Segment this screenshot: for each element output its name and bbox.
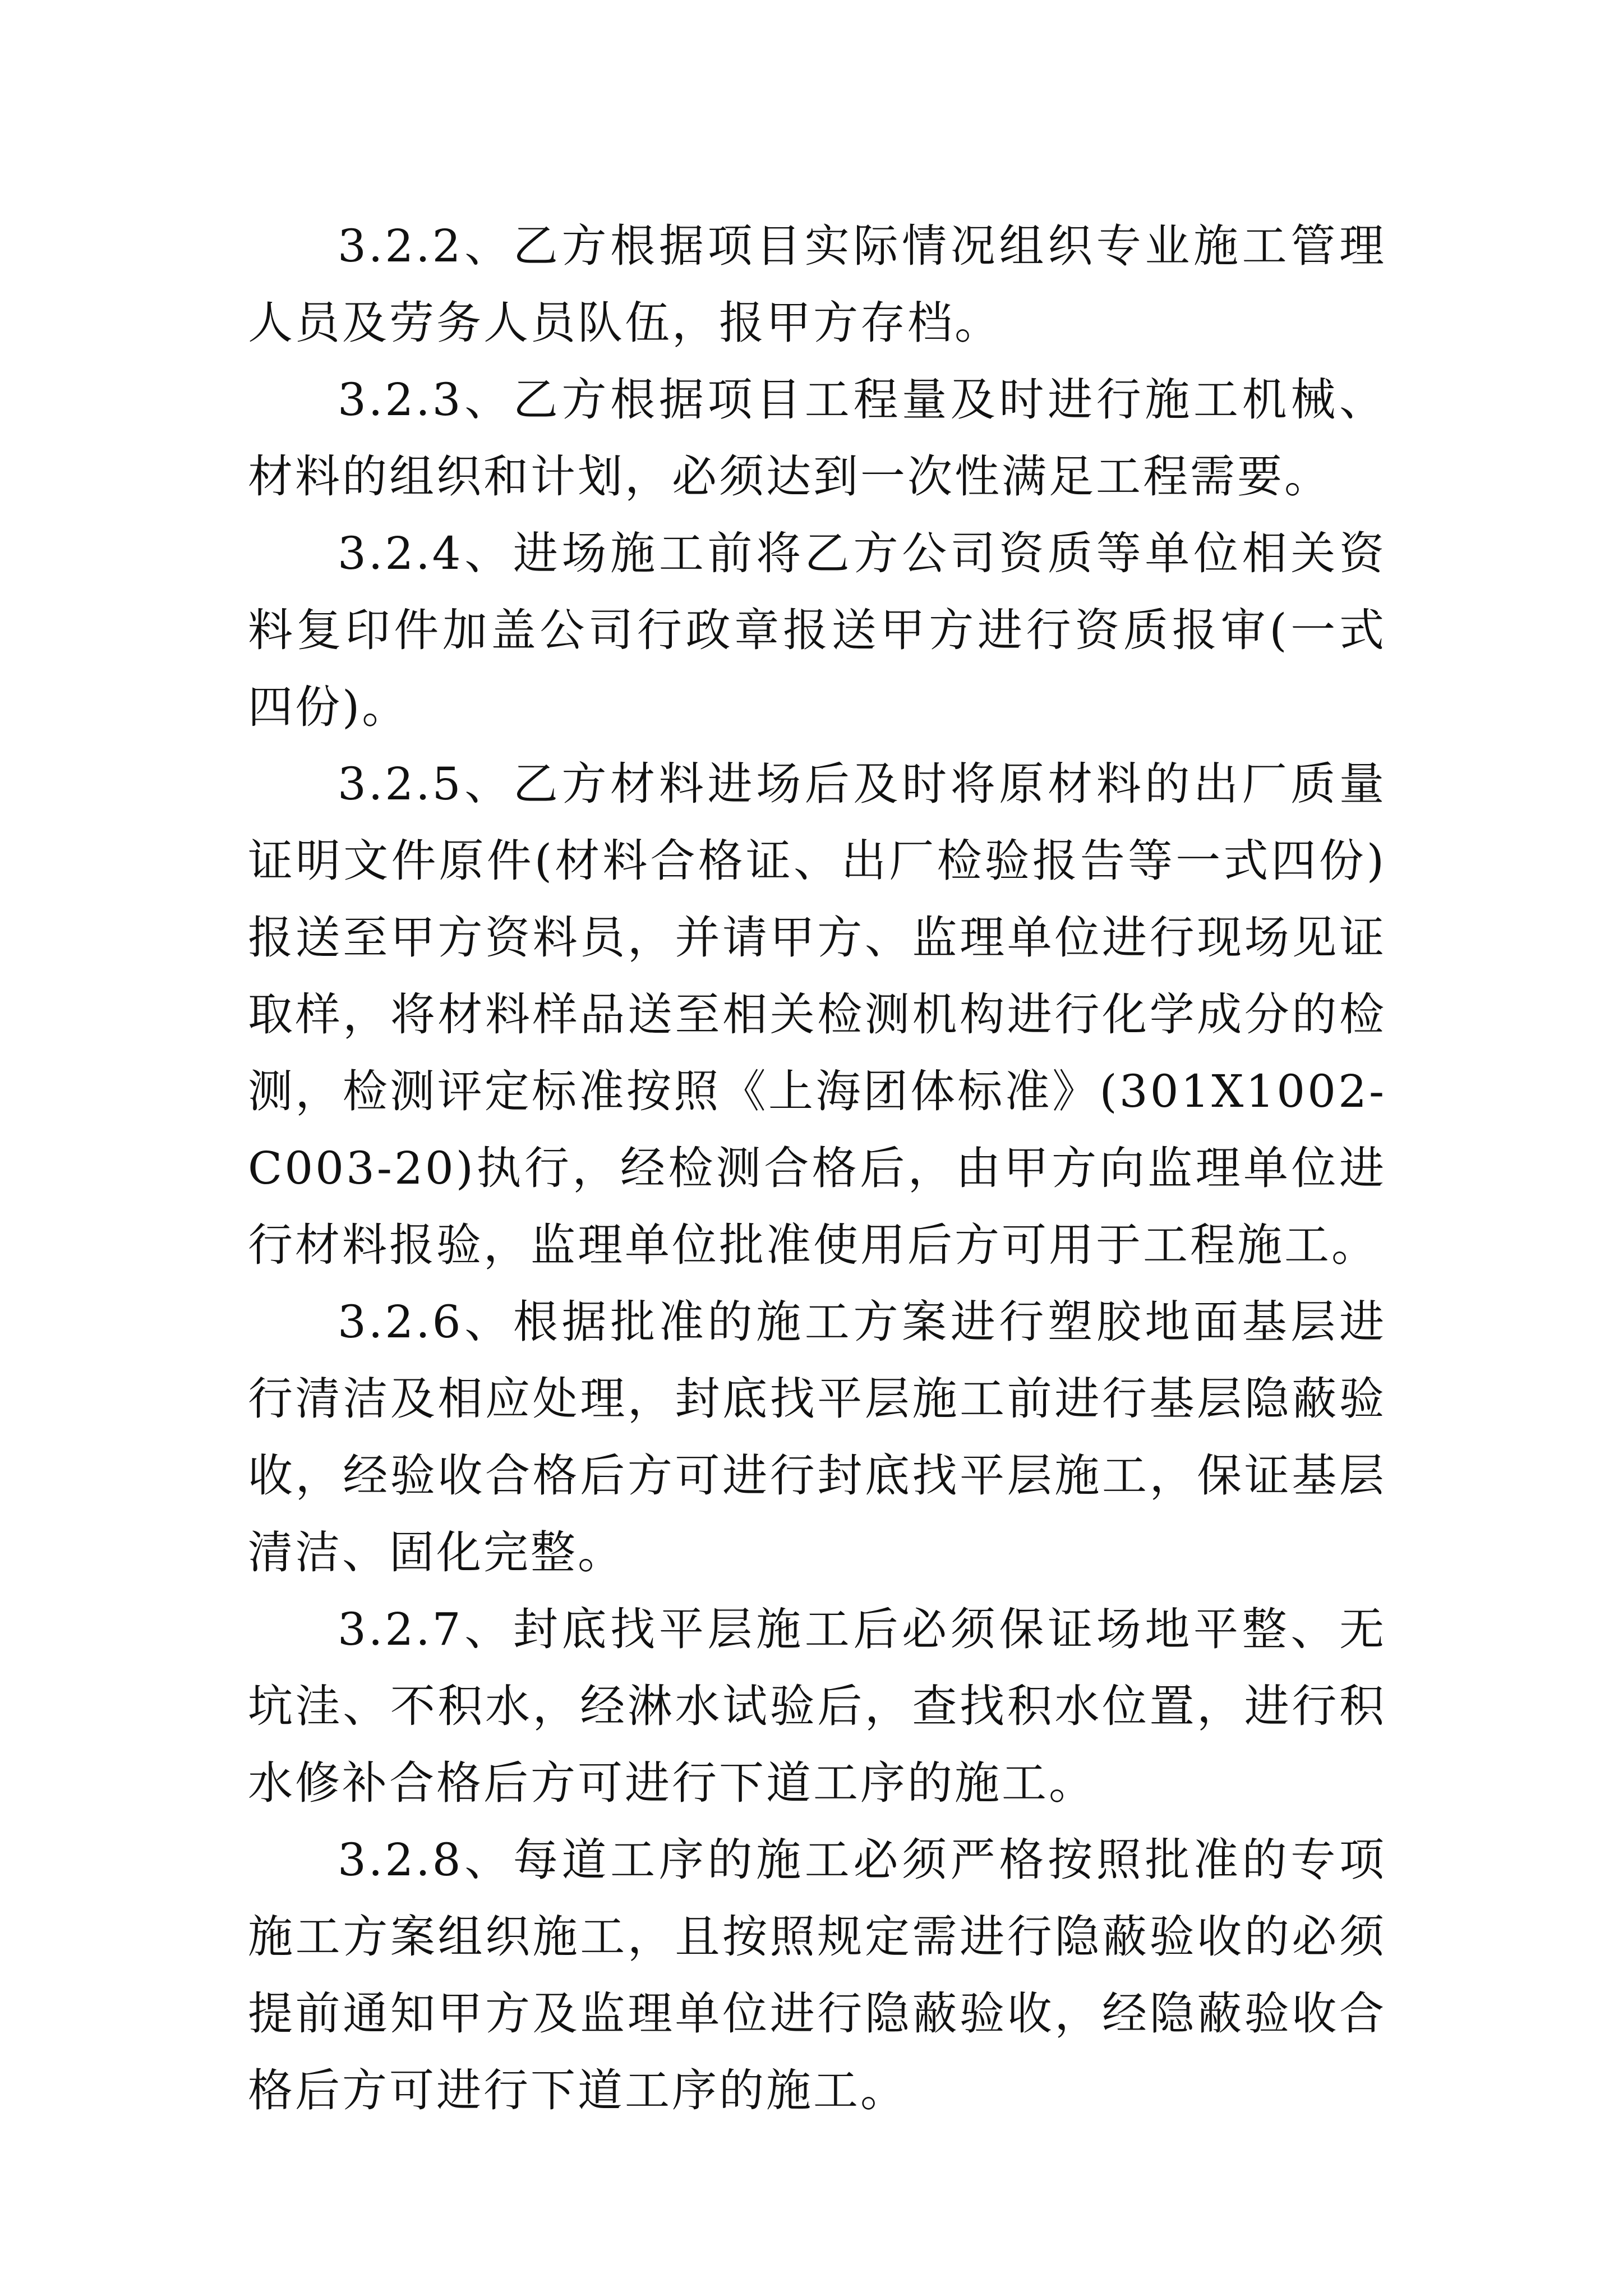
paragraph-3-2-5: 3.2.5、乙方材料进场后及时将原材料的出厂质量证明文件原件(材料合格证、出厂检验报告等一式四份)报送至甲方资料员，并请甲方、监理单位进行现场见证取样，将材料样品送至相关检测机构进行化学成分的检测，检测评定标准按照《上海团体标准》(301X1002-C003-20)执行，经检测合格后，由甲方向监理单位进行材料报验，监理单位批准使用后方可用于工程施工。 xyxy=(248,758,1386,1271)
paragraph-3-2-3: 3.2.3、乙方根据项目工程量及时进行施工机械、材料的组织和计划，必须达到一次性满足工程需要。 xyxy=(248,374,1386,503)
document-body xyxy=(248,208,1386,2129)
paragraph-3-2-4: 3.2.4、进场施工前将乙方公司资质等单位相关资料复印件加盖公司行政章报送甲方进行资质报审(一式四份)。 xyxy=(248,527,1386,733)
paragraph-3-2-2: 3.2.2、乙方根据项目实际情况组织专业施工管理人员及劳务人员队伍，报甲方存档。 xyxy=(248,220,1386,349)
paragraph-3-2-7: 3.2.7、封底找平层施工后必须保证场地平整、无坑洼、不积水，经淋水试验后，查找积水位置，进行积水修补合格后方可进行下道工序的施工。 xyxy=(248,1603,1386,1809)
paragraph-3-2-6: 3.2.6、根据批准的施工方案进行塑胶地面基层进行清洁及相应处理，封底找平层施工前进行基层隐蔽验收，经验收合格后方可进行封底找平层施工，保证基层清洁、固化完整。 xyxy=(248,1296,1386,1579)
paragraph-3-2-8: 3.2.8、每道工序的施工必须严格按照批准的专项施工方案组织施工，且按照规定需进行隐蔽验收的必须提前通知甲方及监理单位进行隐蔽验收，经隐蔽验收合格后方可进行下道工序的施工。 xyxy=(248,1834,1386,2116)
